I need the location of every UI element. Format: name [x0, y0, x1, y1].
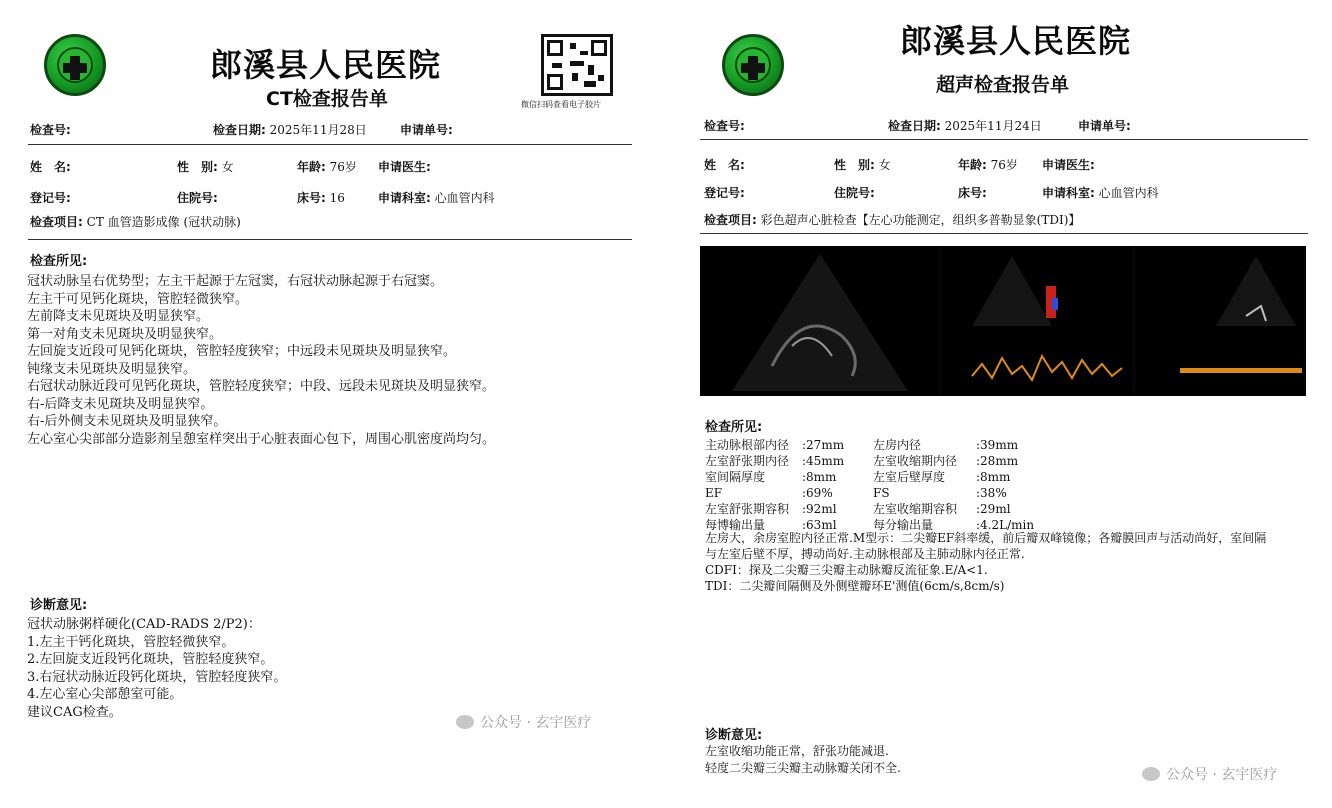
inpatient-no: 住院号:: [834, 186, 875, 200]
ct-report: [0, 0, 652, 808]
measure-value: :63ml: [802, 518, 837, 532]
hospital-name: 郎溪县人民医院: [210, 46, 442, 84]
measure-value: :8mm: [802, 470, 837, 484]
findings-text: [705, 530, 1266, 594]
registration-no: 登记号:: [704, 186, 745, 200]
patient-name: 姓 名:: [704, 158, 745, 172]
measure-label: 左室后壁厚度: [873, 470, 946, 484]
divider: [28, 239, 632, 240]
text-line: 建议CAG检查。: [27, 704, 122, 720]
patient-sex: 性 别: 女: [834, 158, 891, 172]
text-line: 轻度二尖瓣三尖瓣主动脉瓣关闭不全.: [705, 761, 901, 775]
watermark: 公众号 · 玄宇医疗: [456, 712, 591, 732]
doppler-trace-icon: [942, 246, 1132, 396]
measure-label: 左室收缩期容积: [873, 502, 958, 516]
text-line: 1.左主干钙化斑块，管腔轻微狭窄。: [27, 634, 235, 650]
measure-value: :8mm: [976, 470, 1011, 484]
bed-no: 床号: 16: [297, 191, 345, 205]
exam-date: 检查日期: 2025年11月28日: [213, 123, 367, 137]
divider: [700, 233, 1308, 234]
requesting-doctor: 申请医生:: [378, 160, 431, 174]
measure-value: :69%: [802, 486, 833, 500]
measure-label: 每博输出量: [705, 518, 766, 532]
text-line: 第一对角支未见斑块及明显狭窄。: [27, 326, 223, 342]
hospital-logo-icon: [722, 34, 784, 96]
diagnosis-text: [27, 616, 286, 721]
exam-date: 检查日期: 2025年11月24日: [888, 119, 1042, 133]
inpatient-no: 住院号:: [177, 191, 218, 205]
ultrasound-image-3: [1136, 246, 1304, 396]
measure-label: FS: [873, 486, 890, 500]
watermark: 公众号 · 玄宇医疗: [1142, 764, 1277, 784]
measure-value: :39mm: [976, 438, 1019, 452]
report-title: 超声检查报告单: [936, 74, 1070, 96]
text-line: 冠状动脉粥样硬化(CAD-RADS 2/P2)：: [27, 617, 261, 632]
patient-age: 年龄: 76岁: [297, 160, 357, 174]
text-line: 右冠状动脉近段可见钙化斑块，管腔轻度狭窄；中段、远段未见斑块及明显狭窄。: [27, 379, 496, 394]
diagnosis-heading: 诊断意见:: [705, 728, 763, 743]
measure-label: 左房内径: [873, 438, 922, 452]
measure-label: 主动脉根部内径: [705, 438, 790, 452]
text-line: 左回旋支近段可见钙化斑块，管腔轻度狭窄；中远段未见斑块及明显狭窄。: [27, 344, 457, 359]
exam-item: 检查项目: 彩色超声心脏检查【左心功能测定，组织多普勒显象(TDI)】: [704, 213, 1081, 227]
text-line: 右-后降支未见斑块及明显狭窄。: [27, 396, 214, 412]
measure-label: 左室舒张期内径: [705, 454, 790, 468]
request-no: 申请单号:: [400, 123, 453, 137]
requesting-doctor: 申请医生:: [1042, 158, 1095, 172]
findings-text: [27, 273, 495, 448]
exam-no: 检查号:: [704, 119, 745, 133]
text-line: 右-后外侧支未见斑块及明显狭窄。: [27, 414, 227, 429]
exam-no: 检查号:: [30, 123, 71, 137]
measure-value: :29ml: [976, 502, 1011, 516]
text-line: 左室收缩功能正常，舒张功能减退.: [705, 744, 889, 758]
requesting-dept: 申请科室: 心血管内科: [1042, 186, 1159, 200]
ultrasound-image-2: [942, 246, 1132, 396]
registration-no: 登记号:: [30, 191, 71, 205]
requesting-dept: 申请科室: 心血管内科: [378, 191, 495, 205]
measure-value: :45mm: [802, 454, 845, 468]
patient-sex: 性 别: 女: [177, 160, 234, 174]
ultrasound-report: [668, 0, 1332, 808]
wechat-icon: [456, 715, 474, 729]
measure-value: :4.2L/min: [976, 518, 1035, 532]
hospital-name: 郎溪县人民医院: [900, 22, 1132, 60]
measure-label: 左室舒张期容积: [705, 502, 790, 516]
bed-no: 床号:: [958, 186, 987, 200]
divider: [28, 144, 632, 145]
qr-caption: 微信扫码查看电子胶片: [521, 100, 601, 109]
text-line: 左心室心尖部部分造影剂呈憩室样突出于心脏表面心包下，周围心肌密度尚均匀。: [27, 431, 496, 447]
text-line: 冠状动脉呈右优势型；左主干起源于左冠窦，右冠状动脉起源于右冠窦。: [27, 274, 444, 289]
text-line: 2.左回旋支近段钙化斑块，管腔轻度狭窄。: [27, 652, 274, 667]
measure-value: :92ml: [802, 502, 837, 516]
ultrasound-images: [700, 246, 1306, 396]
patient-name: 姓 名:: [30, 160, 71, 174]
text-line: 左主干可见钙化斑块，管腔轻微狭窄。: [27, 291, 249, 307]
text-line: CDFI：探及二尖瓣三尖瓣主动脉瓣反流征象.E/A<1.: [705, 563, 988, 577]
hospital-logo-icon: [44, 34, 106, 96]
diagnosis-text: [705, 743, 901, 777]
text-line: 钝缘支未见斑块及明显狭窄。: [27, 361, 197, 377]
findings-heading: 检查所见:: [30, 254, 88, 269]
exam-item: 检查项目: CT 血管造影成像 (冠状动脉): [30, 215, 241, 229]
measure-label: EF: [705, 486, 723, 500]
measure-label: 室间隔厚度: [705, 470, 766, 484]
echo-fan-icon: [702, 246, 938, 396]
text-line: 3.右冠状动脉近段钙化斑块，管腔轻度狭窄。: [27, 669, 287, 685]
diagnosis-heading: 诊断意见:: [30, 598, 88, 613]
findings-heading: 检查所见:: [705, 420, 763, 435]
divider: [700, 139, 1308, 140]
qr-code-icon[interactable]: [541, 34, 613, 96]
measure-value: :28mm: [976, 454, 1019, 468]
tdi-trace-icon: [1136, 246, 1304, 396]
request-no: 申请单号:: [1078, 119, 1131, 133]
ultrasound-image-1: [702, 246, 938, 396]
measure-value: :27mm: [802, 438, 845, 452]
measure-label: 左室收缩期内径: [873, 454, 958, 468]
text-line: 左前降支未见斑块及明显狭窄。: [27, 309, 210, 324]
patient-age: 年龄: 76岁: [958, 158, 1018, 172]
text-line: 4.左心室心尖部憩室可能。: [27, 687, 183, 702]
measure-value: :38%: [976, 486, 1007, 500]
measure-label: 每分输出量: [873, 518, 934, 532]
report-title: CT检查报告单: [266, 88, 388, 110]
wechat-icon: [1142, 767, 1160, 781]
text-line: 与左室后壁不厚，搏动尚好.主动脉根部及主肺动脉内径正常.: [705, 547, 1025, 561]
text-line: 左房大，余房室腔内径正常.M型示：二尖瓣EF斜率缓，前后瓣双峰镜像；各瓣膜回声与活动尚好，室间隔: [705, 531, 1267, 545]
text-line: TDI：二尖瓣间隔侧及外侧壁瓣环E'测值(6cm/s,8cm/s): [705, 579, 1005, 593]
